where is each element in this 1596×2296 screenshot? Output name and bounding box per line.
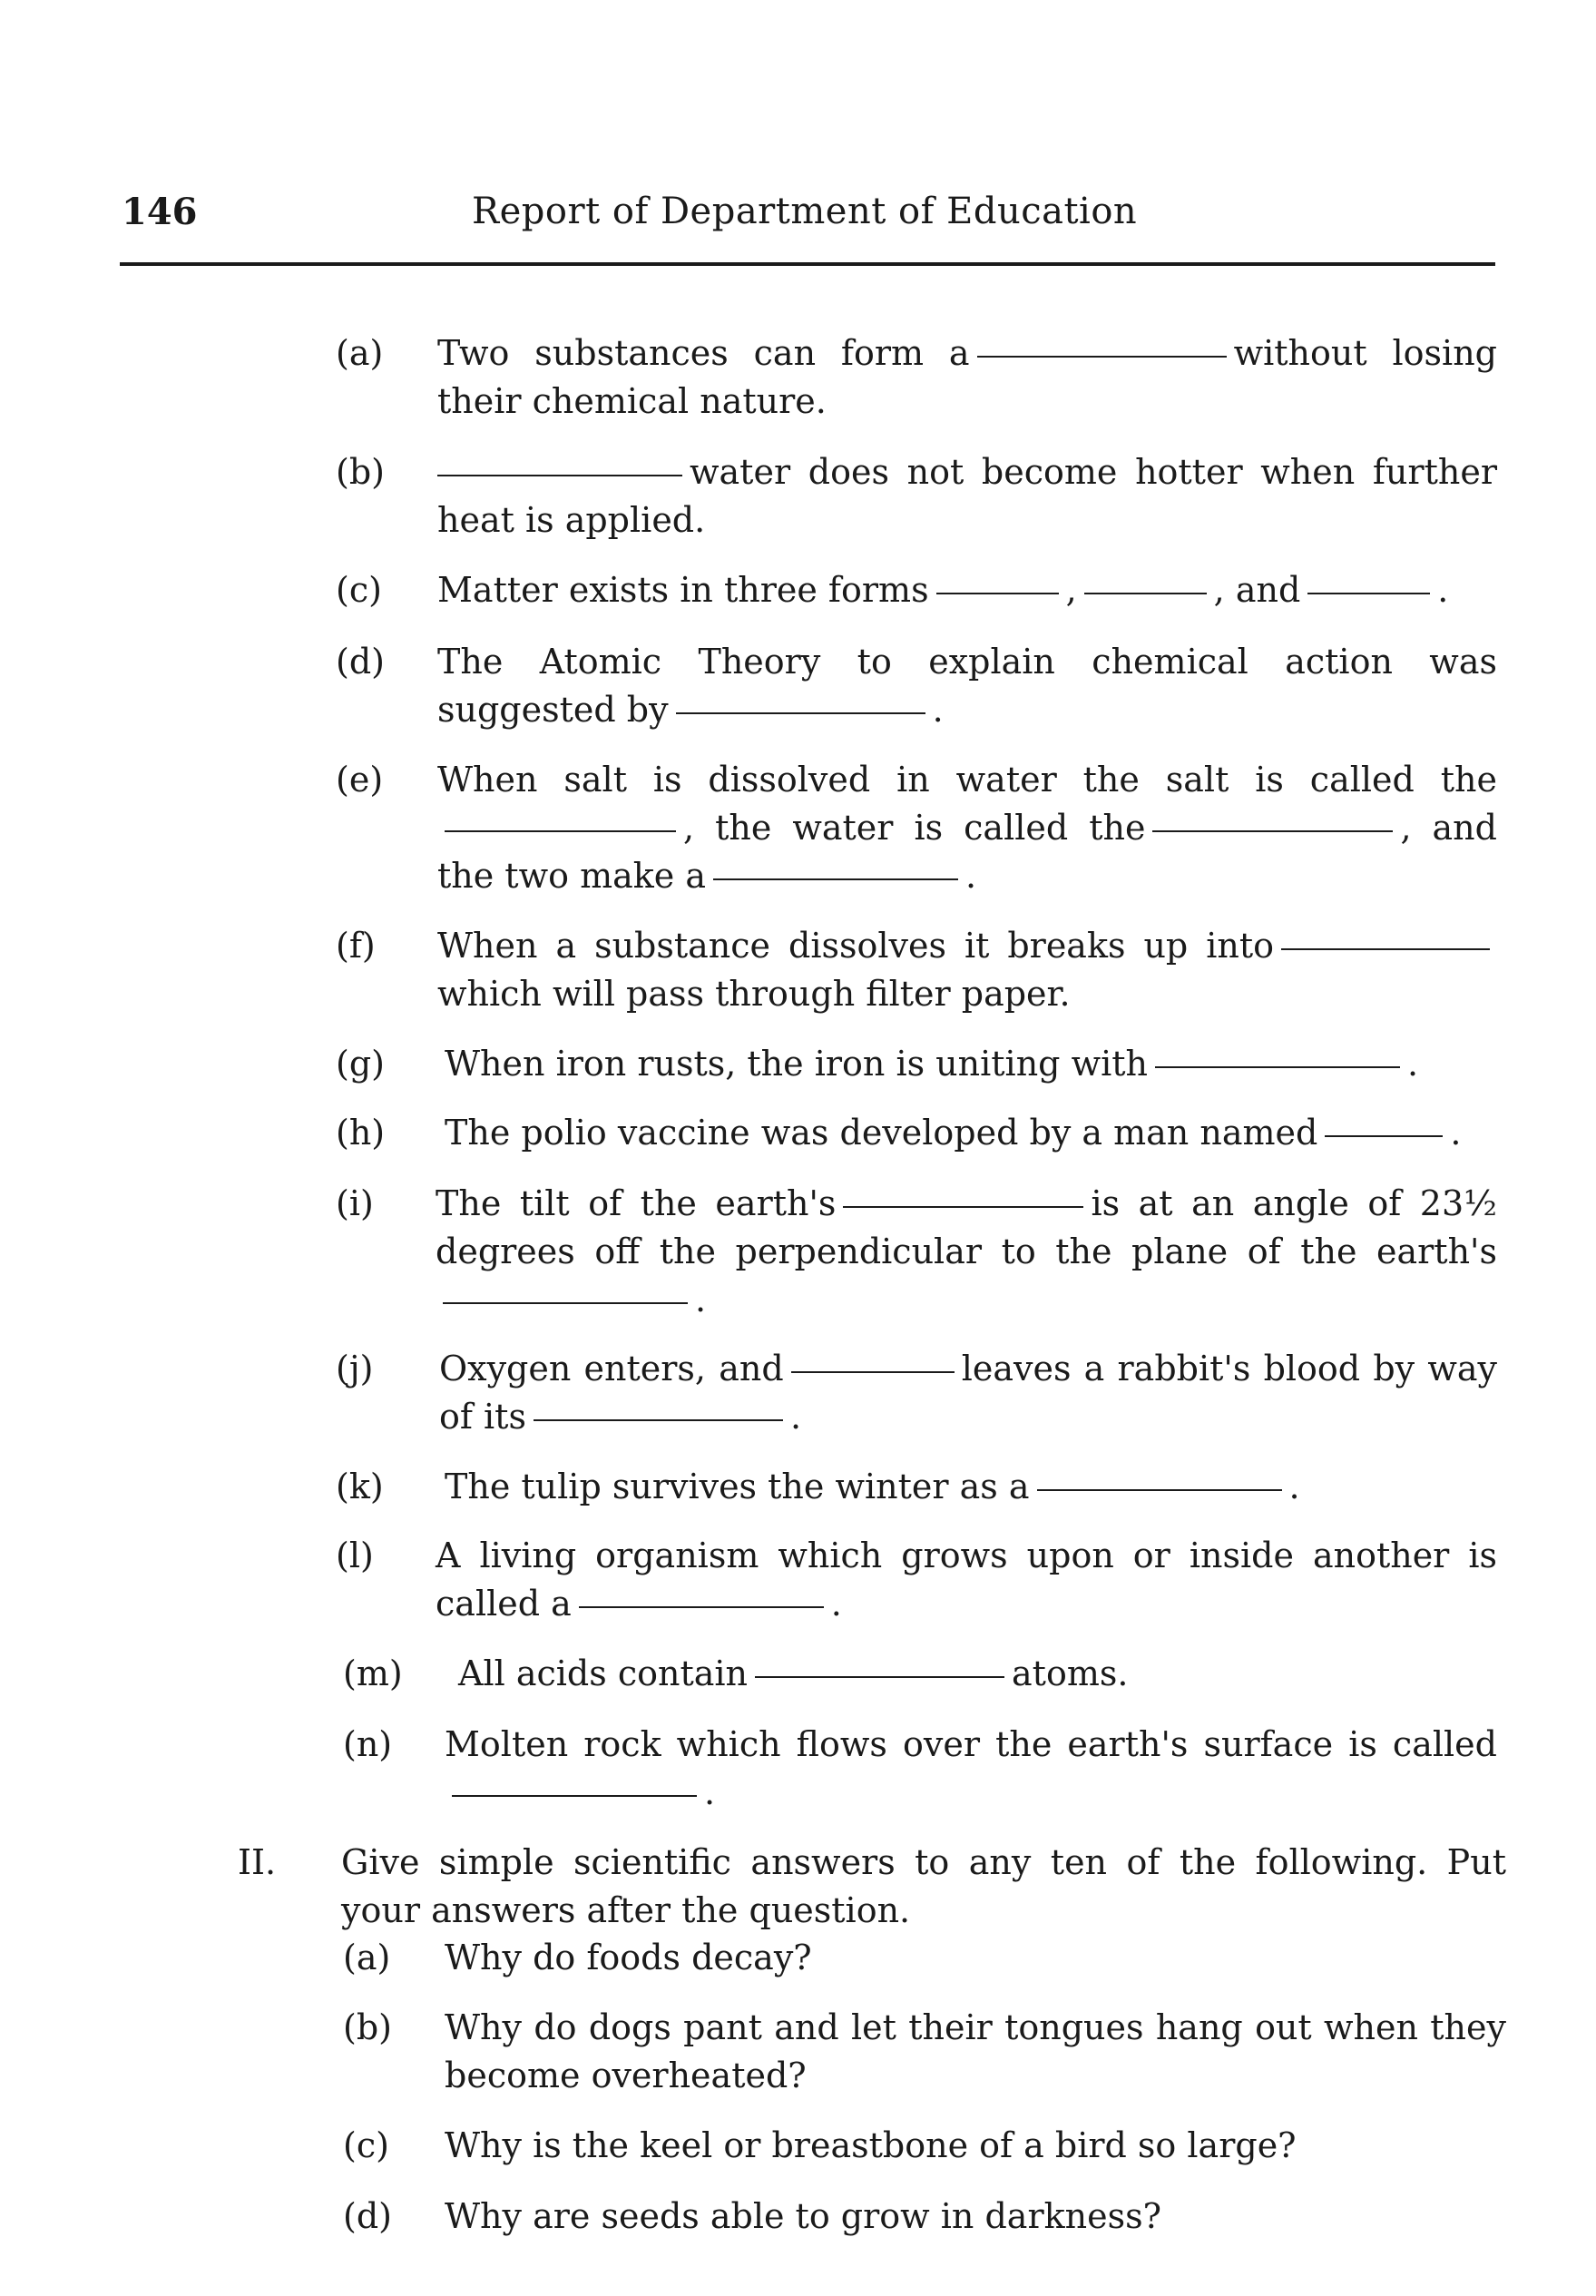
answer-blank <box>445 830 676 832</box>
question-label: (a) <box>336 333 384 373</box>
question-text: A living organism which grows upon or inside another is called a . <box>436 1536 1497 1624</box>
question-label: (f) <box>336 926 376 966</box>
answer-blank <box>676 712 925 714</box>
question-label: (g) <box>336 1044 385 1084</box>
question-label: (e) <box>336 760 384 800</box>
question-text: All acids contain atoms. <box>458 1653 1129 1693</box>
question-text: Oxygen enters, and leaves a rabbit's blood by way of its . <box>439 1349 1497 1437</box>
question-label: (m) <box>343 1653 403 1693</box>
question-label: (b) <box>343 2007 392 2047</box>
question-label: (h) <box>336 1113 386 1153</box>
answer-blank <box>1152 830 1393 832</box>
question-text: When a substance dissolves it breaks up intowhich will pass through filter paper. <box>437 922 1497 1018</box>
answer-blank <box>713 878 958 880</box>
question-text: Why do dogs pant and let their tongues hang out when they become overheated? <box>445 2007 1506 2095</box>
question-text: The tilt of the earth's is at an angle of 23½ degrees off the perpendicular to the plane of the earth's. <box>436 1183 1497 1320</box>
answer-blank <box>452 1795 697 1797</box>
answer-blank <box>437 475 682 476</box>
question-label: (b) <box>336 452 385 492</box>
question-label: (c) <box>336 570 382 610</box>
question-text: When salt is dissolved in water the salt is called the, the water is called the , and the two make a . <box>437 760 1497 896</box>
question-label: (a) <box>343 1938 391 1977</box>
question-label: (i) <box>336 1183 374 1223</box>
answer-blank <box>843 1206 1083 1208</box>
question-text: water does not become hotter when further heat is applied. <box>437 452 1497 540</box>
answer-blank <box>1155 1066 1400 1068</box>
question-text: The Atomic Theory to explain chemical action was suggested by . <box>437 642 1497 730</box>
answer-blank <box>1281 948 1490 950</box>
question-label: (c) <box>343 2125 389 2165</box>
answer-blank <box>977 356 1227 358</box>
section-instruction: Give simple scientific answers to any ten of the following. Put your answers after the question. <box>341 1842 1506 1930</box>
question-label: (d) <box>343 2196 392 2236</box>
question-text: Two substances can form a without losing their chemical nature. <box>437 333 1498 421</box>
question-text: Why do foods decay? <box>445 1938 812 1977</box>
question-label: (j) <box>336 1349 374 1388</box>
answer-blank <box>791 1371 955 1373</box>
question-text: The polio vaccine was developed by a man named . <box>445 1113 1462 1153</box>
question-text: The tulip survives the winter as a . <box>445 1467 1300 1506</box>
answer-blank <box>1037 1489 1282 1491</box>
answer-blank <box>443 1302 688 1304</box>
question-label: (l) <box>336 1536 374 1575</box>
answer-blank <box>1084 593 1207 594</box>
question-label: (d) <box>336 642 385 682</box>
answer-blank <box>534 1419 783 1421</box>
question-text: Matter exists in three forms , , and . <box>437 570 1449 610</box>
answer-blank <box>755 1676 1004 1678</box>
header-rule <box>120 262 1495 266</box>
question-label: (k) <box>336 1467 384 1506</box>
question-label: (n) <box>343 1724 393 1764</box>
answer-blank <box>579 1606 824 1608</box>
running-title: Report of Department of Education <box>472 191 1138 232</box>
question-text: Why is the keel or breastbone of a bird so large? <box>445 2125 1297 2165</box>
answer-blank <box>936 593 1059 594</box>
question-text: Molten rock which flows over the earth's surface is called. <box>445 1724 1497 1812</box>
question-text: Why are seeds able to grow in darkness? <box>445 2196 1161 2236</box>
section-numeral: II. <box>238 1842 277 1882</box>
page-number: 146 <box>122 191 198 233</box>
answer-blank <box>1325 1135 1443 1137</box>
question-text: When iron rusts, the iron is uniting with . <box>445 1044 1419 1084</box>
answer-blank <box>1307 593 1430 594</box>
